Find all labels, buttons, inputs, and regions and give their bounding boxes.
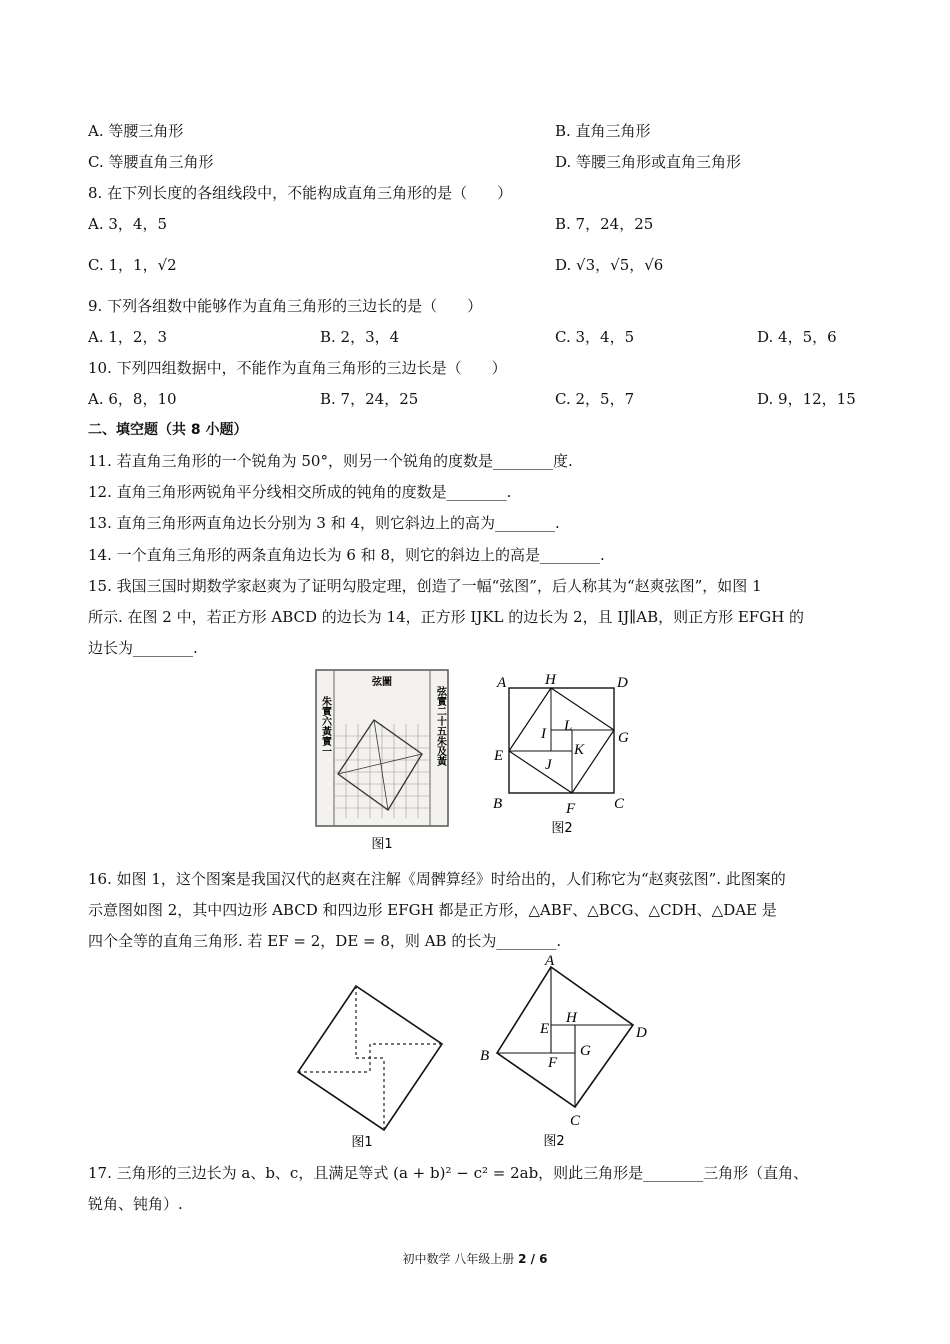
q9-option-d: D. 4，5，6 — [757, 328, 837, 346]
q9-option-c: C. 3，4，5 — [555, 328, 635, 346]
q15-line2: 所示. 在图 2 中，若正方形 ABCD 的边长为 14，正方形 IJKL 的边长为 2，且 IJ∥AB，则正方形 EFGH 的 — [88, 608, 805, 626]
label-d: D — [617, 675, 628, 691]
q12: 12. 直角三角形两锐角平分线相交所成的钝角的度数是________. — [88, 483, 512, 501]
dashed-inner-lines — [298, 986, 442, 1130]
label-d-16: D — [636, 1025, 647, 1041]
label-e: E — [494, 748, 504, 764]
label-f-16: F — [548, 1055, 558, 1071]
label-h: H — [545, 672, 556, 688]
q16-line3: 四个全等的直角三角形. 若 EF = 2，DE = 8，则 AB 的长为________. — [88, 932, 562, 950]
label-g-16: G — [580, 1043, 591, 1059]
label-j: J — [545, 757, 552, 773]
label-f: F — [566, 801, 576, 817]
fig16-caption-1: 图1 — [351, 1135, 373, 1150]
q15-line3: 边长为________. — [88, 639, 198, 657]
page-footer — [0, 1250, 950, 1267]
q7-option-c: C. 等腰直角三角形 — [88, 153, 214, 171]
figure-15-1 — [312, 668, 452, 858]
label-e-16: E — [540, 1021, 550, 1037]
q16-line1: 16. 如图 1，这个图案是我国汉代的赵爽在注解《周髀算经》时给出的，人们称它为“赵爽弦图”. 此图案的 — [88, 870, 786, 888]
q9-stem: 9. 下列各组数中能够作为直角三角形的三边长的是（ ） — [88, 297, 483, 315]
square-abcd — [509, 688, 614, 793]
q9-options — [0, 327, 950, 347]
q7-option-b: B. 直角三角形 — [555, 122, 651, 140]
label-b: B — [493, 796, 503, 812]
q8-option-c: C. 1，1，√2 — [88, 256, 177, 274]
figure-15-2 — [488, 668, 638, 840]
q17-line1: 17. 三角形的三边长为 a、b、c，且满足等式 (a + b)² − c² = 2ab，则此三角形是________三角形（直角、 — [88, 1164, 809, 1182]
figure-16-1 — [292, 980, 452, 1150]
q10-option-b: B. 7，24，25 — [320, 390, 419, 408]
page-number: 2 / 6 — [518, 1252, 548, 1266]
q7-option-d: D. 等腰三角形或直角三角形 — [555, 153, 742, 171]
fig16-caption-2: 图2 — [543, 1134, 565, 1149]
q8-stem: 8. 在下列长度的各组线段中，不能构成直角三角形的是（ ） — [88, 184, 513, 202]
label-k: K — [574, 742, 585, 758]
label-b-16: B — [480, 1048, 490, 1064]
label-a-16: A — [545, 955, 555, 969]
q8-option-a: A. 3，4，5 — [88, 215, 167, 233]
q15-line1: 15. 我国三国时期数学家赵爽为了证明勾股定理，创造了一幅“弦图”，后人称其为“赵爽弦图”，如图 1 — [88, 577, 762, 595]
label-l: L — [564, 718, 573, 734]
q7-option-a: A. 等腰三角形 — [88, 122, 184, 140]
label-i: I — [541, 726, 546, 742]
section-heading: 二、填空题（共 8 小题） — [88, 422, 248, 438]
q10-option-c: C. 2，5，7 — [555, 390, 635, 408]
label-c-16: C — [570, 1113, 581, 1129]
square-abcd-16 — [497, 967, 633, 1107]
label-h-16: H — [566, 1010, 577, 1026]
q8-option-b: B. 7，24，25 — [555, 215, 654, 233]
q10-option-d: D. 9，12，15 — [757, 390, 856, 408]
xiantu-right-column: 弦實二十五朱及黃 — [434, 686, 446, 766]
figure-16-2 — [478, 955, 658, 1155]
q9-option-a: A. 1，2，3 — [88, 328, 167, 346]
xiantu-left-column: 朱實六黃實一 — [319, 696, 331, 756]
xiantu-title: 弦圖 — [372, 677, 392, 688]
label-g: G — [618, 730, 629, 746]
q13: 13. 直角三角形两直角边长分别为 3 和 4，则它斜边上的高为________. — [88, 514, 560, 532]
q9-option-b: B. 2，3，4 — [320, 328, 400, 346]
q10-stem: 10. 下列四组数据中，不能作为直角三角形的三边长是（ ） — [88, 359, 507, 377]
fig15-caption-1: 图1 — [371, 837, 393, 852]
footer-text: 初中数学 八年级上册 — [402, 1252, 519, 1266]
q14: 14. 一个直角三角形的两条直角边长为 6 和 8，则它的斜边上的高是________. — [88, 546, 605, 564]
q10-options — [0, 389, 950, 409]
q17-line2: 锐角、钝角）. — [88, 1195, 183, 1213]
fig15-caption-2: 图2 — [551, 821, 573, 836]
label-a: A — [497, 675, 507, 691]
square-efgh — [509, 688, 614, 793]
q10-option-a: A. 6，8，10 — [88, 390, 177, 408]
q8-option-d: D. √3，√5，√6 — [555, 256, 664, 274]
q11: 11. 若直角三角形的一个锐角为 50°，则另一个锐角的度数是________度. — [88, 452, 573, 470]
label-c: C — [614, 796, 625, 812]
q16-line2: 示意图如图 2，其中四边形 ABCD 和四边形 EFGH 都是正方形，△ABF、△BCG、△CDH、△DAE 是 — [88, 901, 777, 919]
